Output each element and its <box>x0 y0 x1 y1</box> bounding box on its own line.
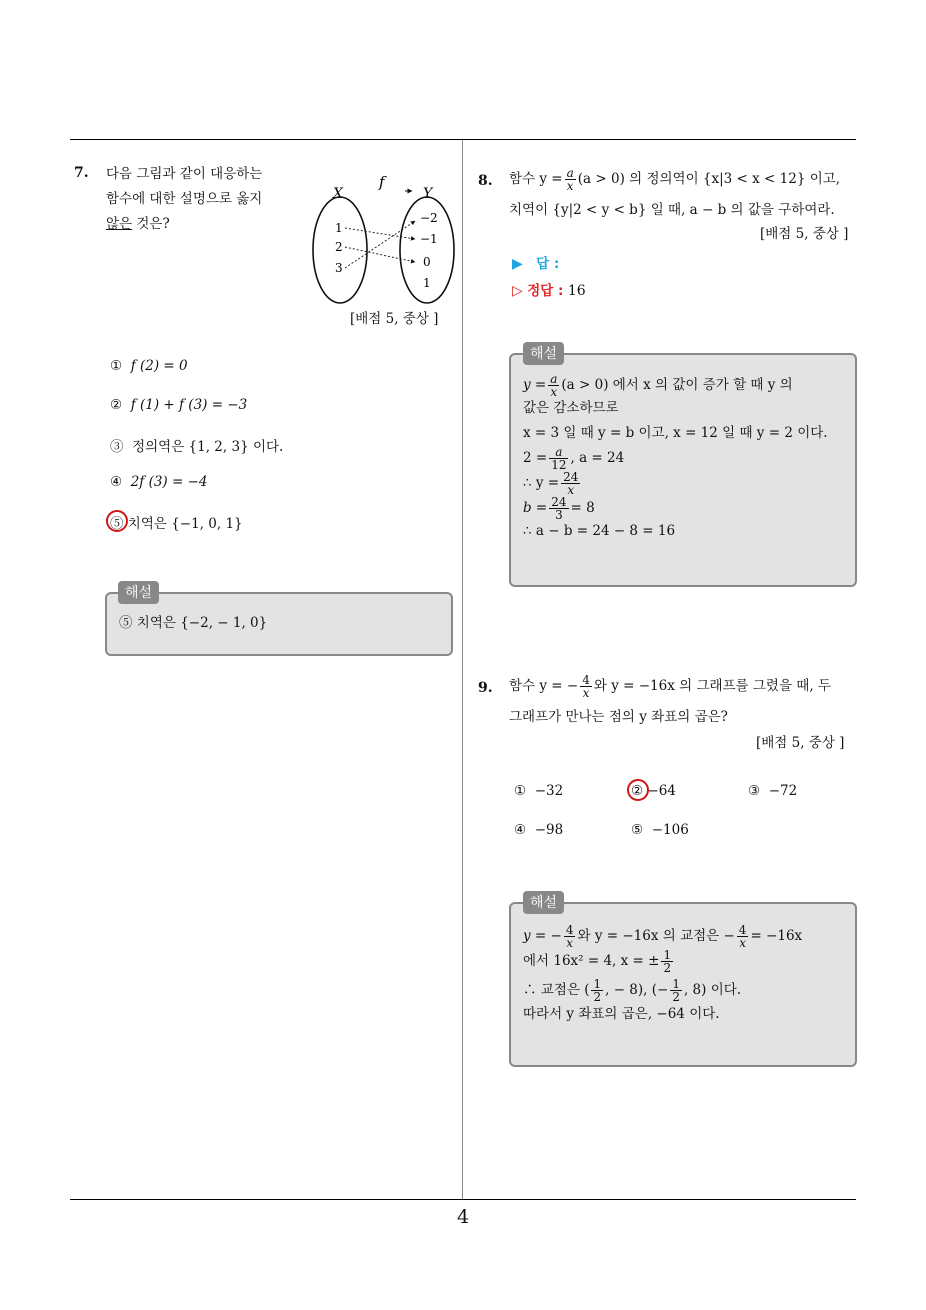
q9-sol-line4: 따라서 y 좌표의 곱은, −64 이다. <box>523 1006 720 1022</box>
q9-number: 9. <box>478 680 493 696</box>
top-rule <box>70 139 856 140</box>
q9-text <box>509 667 831 730</box>
y-element-1: 1 <box>423 276 431 290</box>
map-arrow-2 <box>345 247 415 262</box>
q8-sol-line4: 2 = $\frac{a}{12}$ , a = 24 <box>523 445 625 472</box>
q8-sol-line1: y = $\frac{a}{x}$ (a > 0) 에서 x 의 값이 증가 할 때 y 의 <box>523 372 793 399</box>
q8-points: [배점 5, 중상 ] <box>760 226 849 242</box>
q9-solution-body <box>523 924 802 1025</box>
q8-text <box>509 160 840 223</box>
x-element-2: 2 <box>335 240 343 254</box>
q8-solution-box <box>509 353 857 587</box>
answer-triangle-icon: ▶ <box>512 256 523 272</box>
q9-choice-2[interactable]: ② −64 <box>631 783 676 799</box>
q9-text-line2: 그래프가 만나는 점의 y 좌표의 곱은? <box>509 709 728 725</box>
q7-choice-2[interactable]: ② f (1) + f (3) = −3 <box>110 397 248 413</box>
q8-sol-line6: b = $\frac{24}{3}$ = 8 <box>523 495 595 522</box>
q9-solution-box <box>509 902 857 1067</box>
q8-number: 8. <box>478 173 493 189</box>
q7-text-line2: 함수에 대한 설명으로 옳지 <box>106 191 263 207</box>
x-element-1: 1 <box>335 221 343 235</box>
map-arrow-3 <box>345 221 415 268</box>
q7-mapping-diagram <box>305 168 465 308</box>
q9-solution-tab: 해설 <box>523 891 564 914</box>
y-element-neg1: −1 <box>420 232 438 246</box>
q7-text-line1: 다음 그림과 같이 대응하는 <box>106 166 263 182</box>
q8-sol-line3: x = 3 일 때 y = b 이고, x = 12 일 때 y = 2 이다. <box>523 425 828 441</box>
q9-sol-line3: ∴ 교점은 ( $\frac{1}{2}$ , − 8), (− $\frac{1}{2}$ , 8) 이다. <box>523 977 742 1004</box>
map-arrow-1 <box>345 228 415 239</box>
q8-solution-tab: 해설 <box>523 342 564 365</box>
q9-choice-1[interactable]: ① −32 <box>514 783 564 799</box>
set-x-label: X <box>333 186 343 202</box>
bottom-rule <box>70 1199 856 1200</box>
q7-text-line3: 않은 것은? <box>106 216 170 232</box>
q9-choice-3[interactable]: ③ −72 <box>748 783 798 799</box>
q8-text-line2: 치역이 {y|2 < y < b} 일 때, a − b 의 값을 구하여라. <box>509 202 835 218</box>
q8-sol-line5: ∴ y = $\frac{24}{x}$ <box>523 470 579 497</box>
q8-correct-value: 16 <box>567 283 586 299</box>
q7-choice-1[interactable]: ① f (2) = 0 <box>110 358 188 374</box>
q7-points: [배점 5, 중상 ] <box>350 311 439 327</box>
q8-sol-line7: ∴ a − b = 24 − 8 = 16 <box>523 523 676 539</box>
func-label-f: f <box>379 173 385 191</box>
q7-choice-5[interactable]: ⑤ 치역은 {−1, 0, 1} <box>110 516 243 532</box>
y-element-0: 0 <box>423 255 431 269</box>
q8-text-line1: 함수 y = $\frac{a}{x}$ (a > 0) 의 정의역이 {x|3 < x < 12} 이고, <box>509 166 841 193</box>
q9-choice-4[interactable]: ④ −98 <box>514 822 564 838</box>
q7-number: 7. <box>74 165 89 181</box>
q7-solution-line1: ⑤ 치역은 {−2, − 1, 0} <box>119 615 268 631</box>
q7-underlined-word: 않은 <box>106 216 133 232</box>
q8-answer-row <box>512 252 559 272</box>
x-element-3: 3 <box>335 261 343 275</box>
q7-choice-3[interactable]: ③ 정의역은 {1, 2, 3} 이다. <box>110 439 284 455</box>
set-y-label: Y <box>423 186 433 202</box>
q7-solution-tab: 해설 <box>118 581 159 604</box>
q9-sol-line2: 에서 16x² = 4, x = ± $\frac{1}{2}$ <box>523 948 672 975</box>
q8-answer-label: 답 : <box>536 256 560 272</box>
q9-text-line1: 함수 y = − $\frac{4}{x}$ 와 y = −16x 의 그래프를 그렸을 때, 두 <box>509 673 831 700</box>
q8-sol-line2: 값은 감소하므로 <box>523 400 619 416</box>
q8-solution-body <box>523 373 828 542</box>
q8-correct-row <box>512 279 586 299</box>
q9-sol-line1: y = − $\frac{4}{x}$ 와 y = −16x 의 교점은 − $\frac{4}{x}$ = −16x <box>523 923 803 950</box>
q8-correct-label: 정답 : <box>527 283 564 299</box>
correct-triangle-icon: ▷ <box>512 283 523 299</box>
q9-choice-5[interactable]: ⑤ −106 <box>631 822 689 838</box>
q9-points: [배점 5, 중상 ] <box>756 735 845 751</box>
q7-choice-4[interactable]: ④ 2f (3) = −4 <box>110 474 208 490</box>
y-element-neg2: −2 <box>420 211 438 225</box>
q7-text <box>106 162 262 237</box>
page-number: 4 <box>456 1206 470 1228</box>
